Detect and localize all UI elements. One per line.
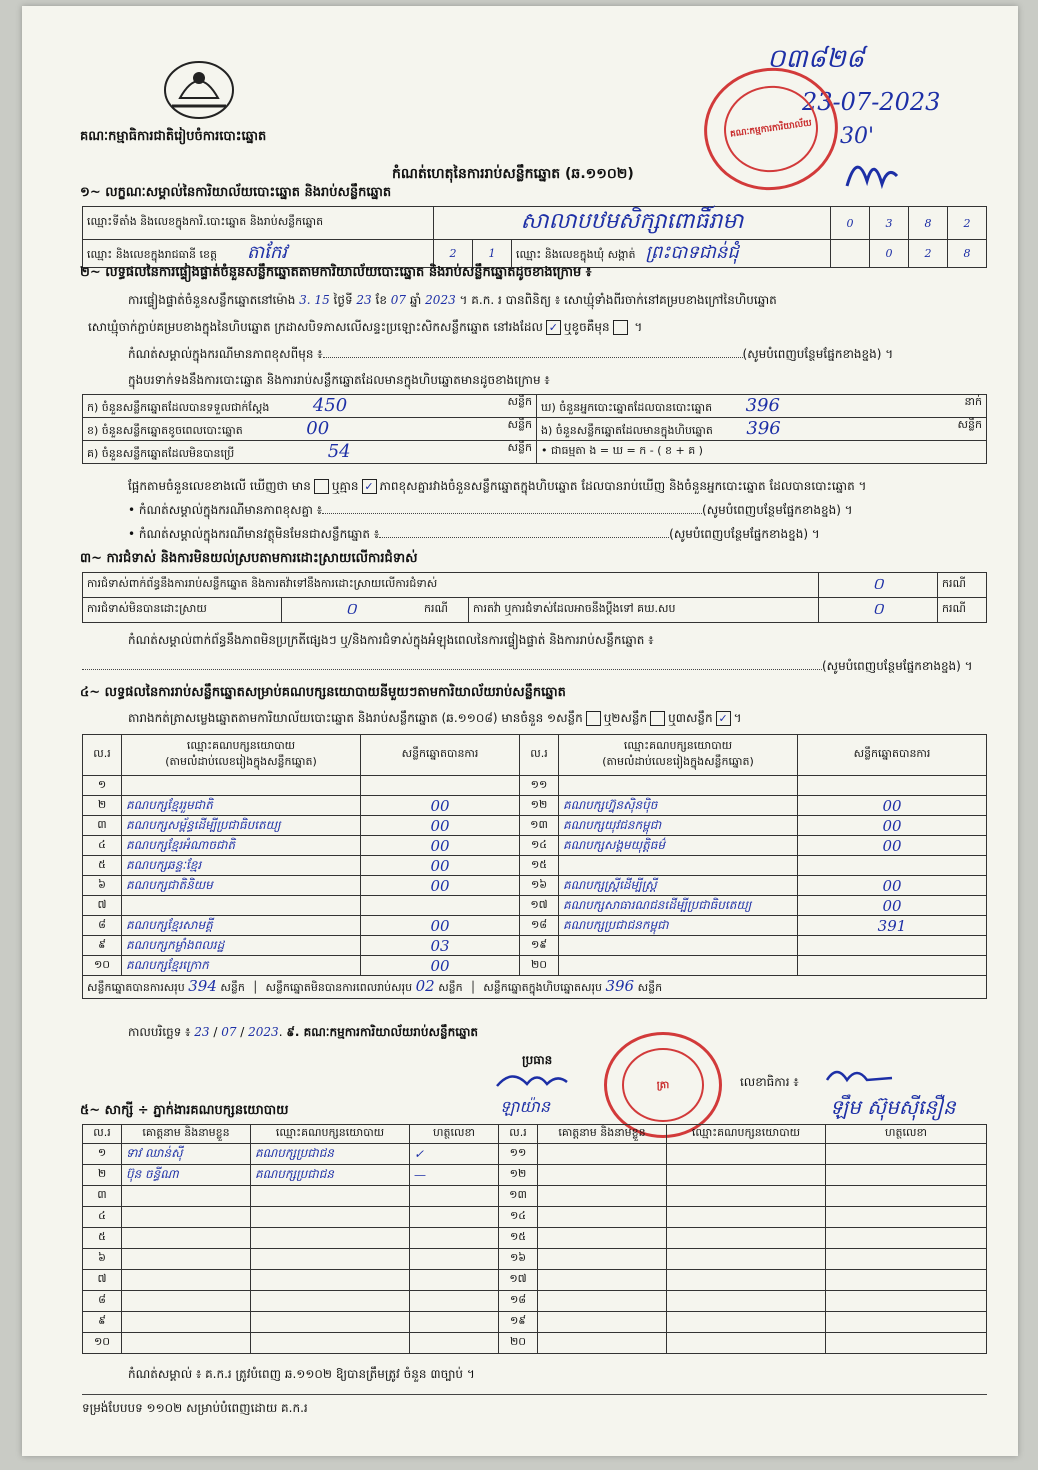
witness-party xyxy=(667,1249,826,1270)
s1-province-code: 1 xyxy=(473,240,512,268)
row-number: ៣ xyxy=(83,1186,122,1207)
witness-name xyxy=(122,1228,251,1249)
row-number: ១២ xyxy=(520,796,559,816)
col-party: ឈ្មោះគណបក្សនយោបាយ xyxy=(251,1125,410,1144)
witness-signature xyxy=(826,1270,987,1291)
witness-signature xyxy=(410,1228,499,1249)
party-name xyxy=(559,776,798,796)
party-votes: 00 xyxy=(798,836,987,856)
witness-name xyxy=(122,1333,251,1354)
handwritten-time: 30' xyxy=(840,124,875,149)
party-votes: 00 xyxy=(361,956,520,976)
party-name: គណបក្សយុវជនកម្ពុជា xyxy=(559,816,798,836)
s4-date: កាលបរិច្ឆេទ ៖ 23 / 07 / 2023. ៩. គណៈកម្មការការិយាល័យរាប់សន្លឹកឆ្នោត xyxy=(128,1025,479,1039)
party-votes: 00 xyxy=(361,836,520,856)
s3-note: កំណត់សម្គាល់ពាក់ព័ន្ធនឹងភាពមិនប្រក្រតីផ្សេងៗ ឬ/និងការជំទាស់ក្នុងអំឡុងពេលនៃការផ្ទៀងផ្ទាត់ និងការរាប់សន្លឹកឆ្នោត ៖ xyxy=(128,633,654,647)
row-number: ១៧ xyxy=(499,1270,538,1291)
s4-intro: តារាងកត់ត្រាសម្លេងឆ្នោតតាមការិយាល័យបោះឆ្នោត និងរាប់សន្លឹកឆ្នោត (ឆ.១១០៨) មានចំនួន ១សន្លឹក ឬ២សន្លឹក ឬ៣សន្លឹក ✓ ។ xyxy=(128,711,742,725)
row-number: ១ xyxy=(83,1144,122,1165)
s3-complaints: ការជំទាស់ពាក់ព័ន្ធនឹងការរាប់សន្លឹកឆ្នោត និងការតវ៉ាទៅនឹងការដោះស្រាយលើការជំទាស់ xyxy=(83,573,819,598)
section1-title: ១~ លក្ខណៈសម្គាល់នៃការិយាល័យបោះឆ្នោត និងរាប់សន្លឹកឆ្នោត xyxy=(80,185,392,200)
s2-bullet2: • កំណត់សម្គាល់ក្នុងករណីមានវត្ថុមិនមែនជាសន្លឹកឆ្នោត ៖ (សូមបំពេញបន្ថែមផ្នែកខាងខ្នង) ។ xyxy=(128,527,820,541)
row-number: ១៤ xyxy=(520,836,559,856)
footnote: កំណត់សម្គាល់ ៖ គ.ក.រ ត្រូវបំពេញ ឆ.១១០២ ឱ្យបានត្រឹមត្រូវ ចំនួន ៣ច្បាប់ ។ xyxy=(128,1367,475,1381)
checkbox-damaged[interactable] xyxy=(613,320,628,335)
s1-digit: 0 xyxy=(831,207,870,240)
party-name: គណបក្សជាតិនិយម xyxy=(122,876,361,896)
party-name xyxy=(559,856,798,876)
witness-signature xyxy=(826,1312,987,1333)
witness-signature xyxy=(826,1165,987,1186)
party-name: គណបក្សសង្គមយុត្តិធម៌ xyxy=(559,836,798,856)
row-number: ១៧ xyxy=(520,896,559,916)
count-in-box: ង) ចំនួនសន្លឹកឆ្នោតដែលមានក្នុងហិបឆ្នោត 396 សន្លឹក xyxy=(537,418,987,441)
witness-party xyxy=(251,1333,410,1354)
col-sign: ហត្ថលេខា xyxy=(410,1125,499,1144)
witness-party: គណបក្សប្រជាជន xyxy=(251,1165,410,1186)
witness-signature xyxy=(410,1207,499,1228)
party-votes xyxy=(361,776,520,796)
witness-party xyxy=(251,1249,410,1270)
witness-signature xyxy=(410,1333,499,1354)
witness-signature xyxy=(826,1144,987,1165)
witness-name xyxy=(538,1291,667,1312)
witness-name xyxy=(538,1333,667,1354)
table-row xyxy=(83,1312,987,1333)
party-votes xyxy=(798,856,987,876)
count-formula: • ជាធម្មតា ង = ឃ = ក - ( ខ + គ ) xyxy=(537,441,987,464)
s2-line1: ការផ្ទៀងផ្ទាត់ចំនួនសន្លឹកឆ្នោតនៅម៉ោង 3. 15 ថ្ងៃទី 23 ខែ 07 ឆ្នាំ 2023 ។ គ.ក. រ បានពិនិត្យ ៖ សោឃ្មុំទាំងពីរចាក់នៅគម្របខាងក្រៅនៃហិបឆ្នោត xyxy=(128,293,777,307)
checkbox-ok[interactable]: ✓ xyxy=(546,320,561,335)
secretary-name: ឡឹម ស៊ុមស៊ីនឿន xyxy=(830,1095,956,1119)
party-name: គណបក្សស្រ្តីដើម្បីស្ត្រី xyxy=(559,876,798,896)
party-name: គណបក្សខ្មែរអំណាចជាតិ xyxy=(122,836,361,856)
form-paper xyxy=(22,6,1018,1456)
s3-unresolved-value: ០ xyxy=(282,598,421,623)
row-number: ៩ xyxy=(83,936,122,956)
s1-digit: 0 xyxy=(870,240,909,268)
witness-name xyxy=(538,1270,667,1291)
party-name: គណបក្សប្រជាជនកម្ពុជា xyxy=(559,916,798,936)
row-number: ៦ xyxy=(83,876,122,896)
col-party: ឈ្មោះគណបក្សនយោបាយ (តាមលំដាប់លេខរៀងក្នុងសន្លឹកឆ្នោត) xyxy=(559,735,798,776)
party-name: គណបក្សកម្លាំងពលរដ្ឋ xyxy=(122,936,361,956)
witness-party xyxy=(251,1207,410,1228)
row-number: ៣ xyxy=(83,816,122,836)
s1-label-2: ឈ្មោះ និងលេខក្នុងរាជធានី ខេត្ត តាកែវ xyxy=(83,240,434,268)
col-votes: សន្លឹកឆ្នោតបានការ xyxy=(361,735,520,776)
table-row xyxy=(83,1165,987,1186)
table-row xyxy=(83,796,987,816)
party-votes: 00 xyxy=(798,876,987,896)
s1-digit: 2 xyxy=(948,207,987,240)
witness-signature xyxy=(410,1270,499,1291)
party-name: គណបក្សសម្ព័ន្ធដើម្បីប្រជាធិបតេយ្យ xyxy=(122,816,361,836)
s1-school-name: សាលាបឋមសិក្សាពោធិ៍រាមា xyxy=(434,207,831,240)
table-row xyxy=(83,1207,987,1228)
party-votes: 00 xyxy=(361,796,520,816)
party-name: គណបក្សហ្វ៊ុនស៊ិនប៉ិច xyxy=(559,796,798,816)
chair-label: ប្រធាន xyxy=(522,1053,553,1067)
s3-complaints-value: ០ xyxy=(819,573,938,598)
witness-party xyxy=(667,1186,826,1207)
form-title: កំណត់ហេតុនៃការរាប់សន្លឹកឆ្នោត (ឆ.១១០២) xyxy=(392,166,634,182)
table-row xyxy=(83,956,987,976)
witness-name xyxy=(122,1291,251,1312)
s3-unresolved: ការជំទាស់មិនបានដោះស្រាយ xyxy=(83,598,282,623)
count-spoiled: ខ) ចំនួនសន្លឹកឆ្នោតខូចពេលបោះឆ្នោត 00 សន្លឹក xyxy=(83,418,537,441)
party-name xyxy=(559,956,798,976)
signature-top xyxy=(842,146,902,196)
table-row xyxy=(83,816,987,836)
s3-note-line: (សូមបំពេញបន្ថែមផ្នែកខាងខ្នង) ។ xyxy=(82,658,973,676)
unit-label: ករណី xyxy=(938,573,987,598)
official-stamp-top: គណៈកម្មការការិយាល័យ xyxy=(696,59,846,198)
col-party: ឈ្មោះគណបក្សនយោបាយ xyxy=(667,1125,826,1144)
witness-name xyxy=(538,1249,667,1270)
witness-name xyxy=(538,1144,667,1165)
s2-bullet1: • កំណត់សម្គាល់ក្នុងករណីមានភាពខុសគ្នា ៖ (សូមបំពេញបន្ថែមផ្នែកខាងខ្នង) ។ xyxy=(128,503,853,517)
row-number: ១៩ xyxy=(499,1312,538,1333)
col-no: ល.រ xyxy=(83,735,122,776)
party-votes: 00 xyxy=(798,796,987,816)
row-number: ៥ xyxy=(83,856,122,876)
s1-label-1: ឈ្មោះទីតាំង និងលេខក្នុងការិ.បោះឆ្នោត និងរាប់សន្លឹកឆ្នោត xyxy=(83,207,434,240)
witness-table xyxy=(82,1124,987,1354)
row-number: ១២ xyxy=(499,1165,538,1186)
section2-title: ២~ លទ្ធផលនៃការផ្ទៀងផ្ទាត់ចំនួនសន្លឹកឆ្នោតតាមការិយាល័យបោះឆ្នោត និងរាប់សន្លឹកឆ្នោតដូចខាងក្រោម ៖ xyxy=(80,265,592,280)
col-sign: ហត្ថលេខា xyxy=(826,1125,987,1144)
witness-signature xyxy=(826,1333,987,1354)
witness-party xyxy=(667,1291,826,1312)
party-votes xyxy=(798,776,987,796)
witness-signature xyxy=(826,1291,987,1312)
footer-divider xyxy=(82,1394,987,1395)
row-number: ៨ xyxy=(83,916,122,936)
table-row xyxy=(83,776,987,796)
section1-table xyxy=(82,206,987,268)
party-name xyxy=(559,936,798,956)
s2-line4: ផ្អែកតាមចំនួនលេខខាងលើ ឃើញថា មាន ឬគ្មាន ✓ ភាពខុសគ្នារវាងចំនួនសន្លឹកឆ្នោតក្នុងហិបឆ្នោត ដែលបានរាប់ឃើញ និងចំនួនអ្នកបោះឆ្នោត ដែលបានបោះឆ្នោត ។ xyxy=(128,479,867,493)
witness-party xyxy=(251,1270,410,1291)
witness-signature xyxy=(826,1249,987,1270)
witness-signature: ✓ xyxy=(410,1144,499,1165)
checkbox-has-diff[interactable] xyxy=(314,479,329,494)
witness-party xyxy=(667,1333,826,1354)
checkbox-2-sheet[interactable] xyxy=(650,711,665,726)
s3-table xyxy=(82,572,987,623)
row-number: ១១ xyxy=(499,1144,538,1165)
row-number: ១៩ xyxy=(520,936,559,956)
section4-title: ៤~ លទ្ធផលនៃការរាប់សន្លឹកឆ្នោតសម្រាប់គណបក្សនយោបាយនីមួយៗតាមការិយាល័យរាប់សន្លឹកឆ្នោត xyxy=(80,685,566,700)
party-name: គណបក្សខ្មែរសាមគ្គី xyxy=(122,916,361,936)
witness-signature xyxy=(826,1186,987,1207)
totals-row: សន្លឹកឆ្នោតបានការសរុប 394 សន្លឹក │ សន្លឹកឆ្នោតមិនបានការពេលរាប់សរុប 02 សន្លឹក │ សន្លឹកឆ្នោតក្នុងហិបឆ្នោតសរុប 396 សន្លឹក xyxy=(83,976,987,999)
section3-title: ៣~ ការជំទាស់ និងការមិនយល់ស្របតាមការដោះស្រាយលើការជំទាស់ xyxy=(80,551,418,566)
s2-line3: ក្នុងបរទាក់ទងនឹងការបោះឆ្នោត និងការរាប់សន្លឹកឆ្នោតដែលមានក្នុងហិបឆ្នោតមានដូចខាងក្រោម ៖ xyxy=(128,373,550,387)
s1-province-code: 2 xyxy=(434,240,473,268)
table-row xyxy=(83,1186,987,1207)
s3-appeals: ការតវ៉ា ឬការជំទាស់ដែលអាចនឹងប្តឹងទៅ គឃ.សប xyxy=(469,598,819,623)
count-unused: គ) ចំនួនសន្លឹកឆ្នោតដែលមិនបានប្រើ 54 សន្លឹក xyxy=(83,441,537,464)
s1-digit: 8 xyxy=(948,240,987,268)
party-votes xyxy=(798,956,987,976)
row-number: ២០ xyxy=(499,1333,538,1354)
row-number: ១៥ xyxy=(520,856,559,876)
row-number: ១៦ xyxy=(499,1249,538,1270)
table-row xyxy=(83,916,987,936)
party-votes xyxy=(361,896,520,916)
row-number: ២ xyxy=(83,796,122,816)
chair-signature xyxy=(492,1066,572,1096)
party-votes: 00 xyxy=(361,856,520,876)
table-row xyxy=(83,856,987,876)
row-number: ១ xyxy=(83,776,122,796)
table-row xyxy=(83,1228,987,1249)
witness-name xyxy=(122,1207,251,1228)
row-number: ៤ xyxy=(83,1207,122,1228)
checkbox-3-sheet[interactable]: ✓ xyxy=(716,711,731,726)
witness-name xyxy=(538,1165,667,1186)
chair-name: ឡាយ៉ាន xyxy=(500,1097,550,1116)
party-votes: 391 xyxy=(798,916,987,936)
table-row xyxy=(83,876,987,896)
witness-signature xyxy=(410,1291,499,1312)
witness-name xyxy=(538,1207,667,1228)
party-name xyxy=(122,896,361,916)
witness-party xyxy=(251,1186,410,1207)
table-row xyxy=(83,1333,987,1354)
official-stamp-bottom: ត្រា xyxy=(604,1032,722,1138)
row-number: ៧ xyxy=(83,1270,122,1291)
table-row xyxy=(83,896,987,916)
witness-signature xyxy=(410,1312,499,1333)
col-no: ល.រ xyxy=(520,735,559,776)
row-number: ១០ xyxy=(83,956,122,976)
row-number: ១៤ xyxy=(499,1207,538,1228)
party-votes: 00 xyxy=(798,816,987,836)
row-number: ១៣ xyxy=(499,1186,538,1207)
witness-party xyxy=(667,1312,826,1333)
witness-signature xyxy=(826,1228,987,1249)
party-votes xyxy=(798,936,987,956)
col-name: គោត្តនាម និងនាមខ្លួន xyxy=(538,1125,667,1144)
col-no: ល.រ xyxy=(499,1125,538,1144)
witness-party xyxy=(251,1312,410,1333)
row-number: ២ xyxy=(83,1165,122,1186)
unit-label: ករណី xyxy=(938,598,987,623)
party-name: គណបក្សខ្មែររួមជាតិ xyxy=(122,796,361,816)
party-votes: 00 xyxy=(361,876,520,896)
count-received: ក) ចំនួនសន្លឹកឆ្នោតដែលបានទទួលជាក់ស្តែង 450 សន្លឹក xyxy=(83,395,537,418)
nec-logo-icon xyxy=(162,50,236,122)
s1-digit: 2 xyxy=(909,240,948,268)
party-name: គណបក្សឆន្ទៈខ្មែរ xyxy=(122,856,361,876)
row-number: ១៦ xyxy=(520,876,559,896)
results-table xyxy=(82,734,987,999)
checkbox-no-diff[interactable]: ✓ xyxy=(362,479,377,494)
row-number: ១១ xyxy=(520,776,559,796)
unit-label: ករណី xyxy=(420,598,469,623)
row-number: ១០ xyxy=(83,1333,122,1354)
witness-party xyxy=(667,1165,826,1186)
s1-commune: ឈ្មោះ និងលេខក្នុងឃុំ សង្កាត់ ព្រះបាទជាន់ជុំ xyxy=(512,240,831,268)
footer-text: ទម្រង់បែបបទ ១១០២ សម្រាប់បំពេញដោយ គ.ក.រ xyxy=(82,1401,308,1415)
witness-party: គណបក្សប្រជាជន xyxy=(251,1144,410,1165)
handwritten-number: ០៣៨២៨ xyxy=(767,44,865,74)
row-number: ៨ xyxy=(83,1291,122,1312)
row-number: ៤ xyxy=(83,836,122,856)
row-number: ៥ xyxy=(83,1228,122,1249)
witness-name xyxy=(122,1312,251,1333)
s2-counts-table xyxy=(82,394,987,464)
party-votes: 00 xyxy=(361,916,520,936)
s2-line2: សោឃ្មុំចាក់ភ្ជាប់គម្របខាងក្នុងនៃហិបឆ្នោត ក្រដាសបិទភាសលើសន្ទះប្រឡោះសិកសន្លឹកឆ្នោត នៅរងដែល ✓ ឬខូចគឺមុន ។ xyxy=(88,320,643,334)
party-votes: 00 xyxy=(361,816,520,836)
witness-party xyxy=(667,1207,826,1228)
secretary-label: លេខាធិការ ៖ xyxy=(740,1075,799,1089)
table-row xyxy=(83,1270,987,1291)
witness-name: ប៊ុន ចន្ធីណា xyxy=(122,1165,251,1186)
handwritten-date: 23-07-2023 xyxy=(802,88,941,116)
witness-name xyxy=(538,1186,667,1207)
table-row xyxy=(83,836,987,856)
row-number: ២០ xyxy=(520,956,559,976)
witness-signature: — xyxy=(410,1165,499,1186)
witness-party xyxy=(667,1228,826,1249)
witness-name xyxy=(122,1270,251,1291)
witness-name xyxy=(122,1249,251,1270)
party-name: គណបក្សខ្មែរក្រោក xyxy=(122,956,361,976)
checkbox-1-sheet[interactable] xyxy=(586,711,601,726)
row-number: ៩ xyxy=(83,1312,122,1333)
witness-name xyxy=(538,1312,667,1333)
party-votes: 03 xyxy=(361,936,520,956)
party-votes: 00 xyxy=(798,896,987,916)
table-row xyxy=(83,936,987,956)
witness-name: ទាវ ឈាន់ស៊ី xyxy=(122,1144,251,1165)
table-row xyxy=(83,1291,987,1312)
row-number: ១៨ xyxy=(499,1291,538,1312)
witness-signature xyxy=(410,1249,499,1270)
col-votes: សន្លឹកឆ្នោតបានការ xyxy=(798,735,987,776)
row-number: ១៥ xyxy=(499,1228,538,1249)
witness-name xyxy=(538,1228,667,1249)
table-row xyxy=(83,1249,987,1270)
witness-name xyxy=(122,1186,251,1207)
witness-signature xyxy=(826,1207,987,1228)
s1-province: តាកែវ xyxy=(247,242,287,263)
row-number: ១៨ xyxy=(520,916,559,936)
secretary-signature xyxy=(822,1060,902,1090)
section5-title: ៥~ សាក្សី ÷ ភ្នាក់ងារគណបក្សនយោបាយ xyxy=(80,1103,289,1118)
row-number: ១៣ xyxy=(520,816,559,836)
count-voters: ឃ) ចំនួនអ្នកបោះឆ្នោតដែលបានបោះឆ្នោត 396 នាក់ xyxy=(537,395,987,418)
witness-party xyxy=(667,1270,826,1291)
s2-note1: កំណត់សម្គាល់ក្នុងករណីមានភាពខុសពីមុន ៖ (សូមបំពេញបន្ថែមផ្នែកខាងខ្នង) ។ xyxy=(128,347,894,361)
s3-appeals-value: ០ xyxy=(819,598,938,623)
col-party: ឈ្មោះគណបក្សនយោបាយ (តាមលំដាប់លេខរៀងក្នុងសន្លឹកឆ្នោត) xyxy=(122,735,361,776)
col-no: ល.រ xyxy=(83,1125,122,1144)
row-number: ៧ xyxy=(83,896,122,916)
witness-signature xyxy=(410,1186,499,1207)
party-name xyxy=(122,776,361,796)
table-row xyxy=(83,1144,987,1165)
s1-digit: 3 xyxy=(870,207,909,240)
row-number: ៦ xyxy=(83,1249,122,1270)
s1-digit: 8 xyxy=(909,207,948,240)
org-name: គណៈកម្មាធិការជាតិរៀបចំការបោះឆ្នោត xyxy=(80,129,267,144)
col-name: គោត្តនាម និងនាមខ្លួន xyxy=(122,1125,251,1144)
party-name: គណបក្សសាធារណជនដើម្បីប្រជាធិបតេយ្យ xyxy=(559,896,798,916)
witness-party xyxy=(251,1228,410,1249)
witness-party xyxy=(251,1291,410,1312)
witness-party xyxy=(667,1144,826,1165)
